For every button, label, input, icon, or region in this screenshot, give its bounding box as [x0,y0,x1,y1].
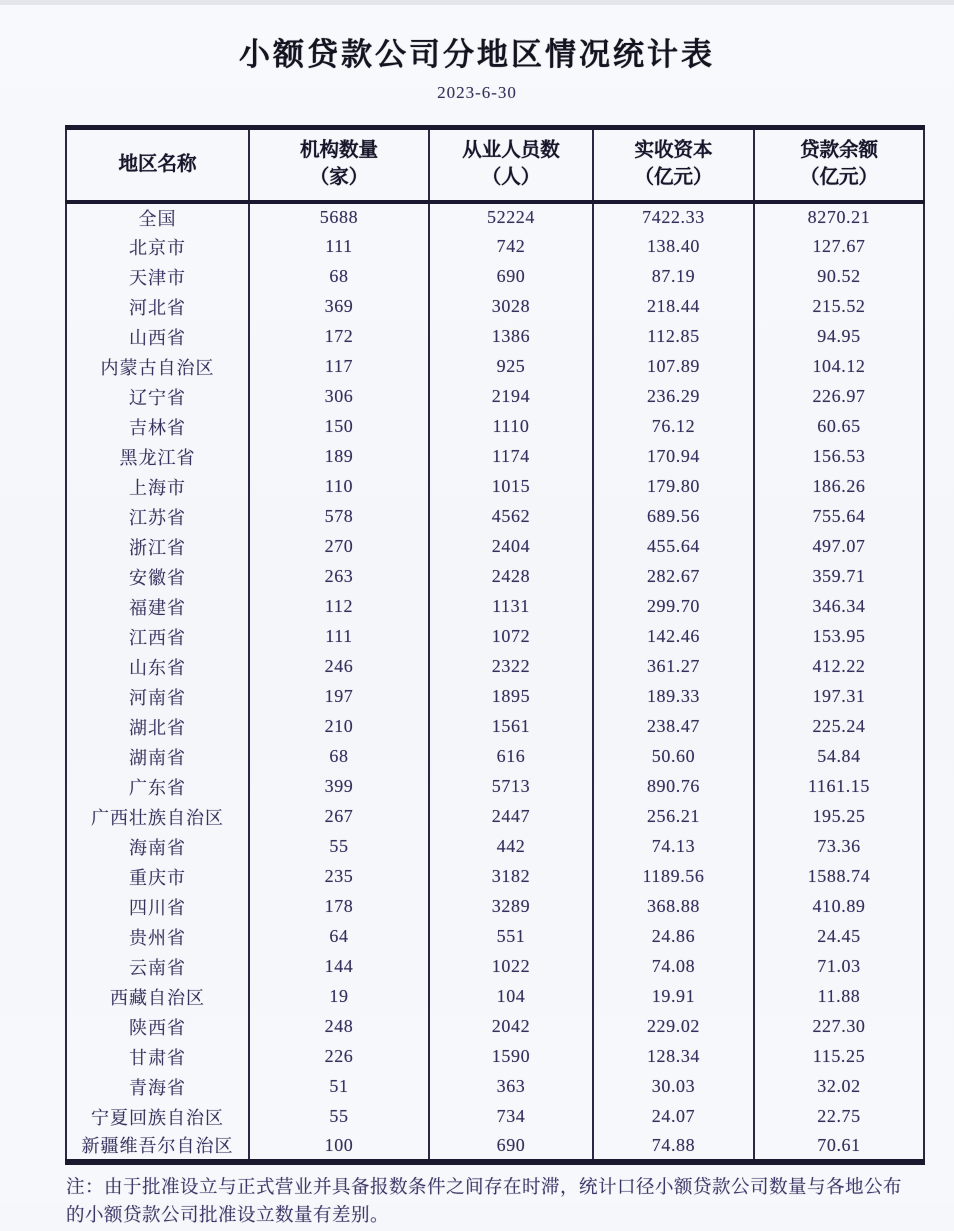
institutions-cell: 172 [249,322,429,352]
table-row [66,952,924,982]
employees-cell: 2042 [429,1012,593,1042]
column-header-region [66,128,249,202]
loans-cell: 215.52 [754,292,924,322]
region-cell: 湖北省 [129,717,186,738]
employees-cell: 1022 [429,952,593,982]
region-cell: 重庆市 [129,867,186,888]
loans-cell: 90.52 [754,262,924,292]
region-cell: 云南省 [129,957,186,978]
header-unit: （人） [481,166,541,189]
loans-cell: 195.25 [754,802,924,832]
table-body [66,202,924,1162]
loans-cell: 156.53 [754,442,924,472]
table-row [66,442,924,472]
employees-cell: 1386 [429,322,593,352]
capital-cell: 30.03 [593,1072,754,1102]
region-cell: 广西壮族自治区 [91,807,224,828]
region-cell: 黑龙江省 [119,447,196,468]
capital-cell: 890.76 [593,772,754,802]
table-row [66,1102,924,1132]
loans-cell: 71.03 [754,952,924,982]
region-cell: 福建省 [129,597,186,618]
region-cell: 宁夏回族自治区 [91,1107,224,1128]
institutions-cell: 399 [249,772,429,802]
capital-cell: 256.21 [593,802,754,832]
header-unit: （家） [309,166,369,189]
region-cell: 四川省 [129,897,186,918]
loans-cell: 94.95 [754,322,924,352]
institutions-cell: 189 [249,442,429,472]
employees-cell: 2404 [429,532,593,562]
region-cell: 天津市 [129,267,186,288]
institutions-cell: 306 [249,382,429,412]
employees-cell: 52224 [429,202,593,232]
capital-cell: 238.47 [593,712,754,742]
capital-cell: 112.85 [593,322,754,352]
employees-cell: 734 [429,1102,593,1132]
region-cell: 辽宁省 [129,387,186,408]
employees-cell: 1110 [429,412,593,442]
region-cell: 陕西省 [129,1017,186,1038]
loans-cell: 497.07 [754,532,924,562]
institutions-cell: 144 [249,952,429,982]
institutions-cell: 246 [249,652,429,682]
employees-cell: 1072 [429,622,593,652]
employees-cell: 5713 [429,772,593,802]
employees-cell: 104 [429,982,593,1012]
employees-cell: 1561 [429,712,593,742]
employees-cell: 690 [429,262,593,292]
capital-cell: 455.64 [593,532,754,562]
table-row [66,592,924,622]
region-cell: 山西省 [129,327,186,348]
institutions-cell: 210 [249,712,429,742]
capital-cell: 1189.56 [593,862,754,892]
report-date: 2023-6-30 [437,83,517,102]
institutions-cell: 150 [249,412,429,442]
employees-cell: 616 [429,742,593,772]
stats-table [65,125,925,1165]
region-cell: 浙江省 [129,537,186,558]
institutions-cell: 5688 [249,202,429,232]
institutions-cell: 55 [249,832,429,862]
column-header-employees [429,128,593,202]
table-row [66,352,924,382]
loans-cell: 359.71 [754,562,924,592]
region-cell: 安徽省 [129,567,186,588]
table-row [66,1042,924,1072]
capital-cell: 236.29 [593,382,754,412]
institutions-cell: 112 [249,592,429,622]
institutions-cell: 51 [249,1072,429,1102]
region-cell: 新疆维吾尔自治区 [81,1136,234,1157]
capital-cell: 74.08 [593,952,754,982]
region-cell: 甘肃省 [129,1047,186,1068]
table-row [66,322,924,352]
capital-cell: 128.34 [593,1042,754,1072]
table-row [66,412,924,442]
employees-cell: 1015 [429,472,593,502]
table-row [66,772,924,802]
capital-cell: 282.67 [593,562,754,592]
capital-cell: 24.86 [593,922,754,952]
employees-cell: 363 [429,1072,593,1102]
institutions-cell: 263 [249,562,429,592]
loans-cell: 104.12 [754,352,924,382]
loans-cell: 127.67 [754,232,924,262]
region-cell: 河北省 [129,297,186,318]
table-row [66,862,924,892]
table-row [66,892,924,922]
region-cell: 湖南省 [129,747,186,768]
region-cell: 江西省 [129,627,186,648]
capital-cell: 76.12 [593,412,754,442]
region-cell: 海南省 [129,837,186,858]
table-row [66,382,924,412]
column-header-loan-balance [754,128,924,202]
institutions-cell: 68 [249,262,429,292]
capital-cell: 19.91 [593,982,754,1012]
capital-cell: 24.07 [593,1102,754,1132]
region-cell: 北京市 [129,237,186,258]
table-row [66,622,924,652]
capital-cell: 74.13 [593,832,754,862]
loans-cell: 32.02 [754,1072,924,1102]
region-cell: 贵州省 [129,927,186,948]
table-row [66,682,924,712]
institutions-cell: 117 [249,352,429,382]
institutions-cell: 100 [249,1132,429,1162]
employees-cell: 1131 [429,592,593,622]
loans-cell: 227.30 [754,1012,924,1042]
capital-cell: 74.88 [593,1132,754,1162]
loans-cell: 22.75 [754,1102,924,1132]
header-label: 贷款余额 [799,139,878,161]
region-cell: 吉林省 [129,417,186,438]
institutions-cell: 111 [249,232,429,262]
capital-cell: 138.40 [593,232,754,262]
institutions-cell: 197 [249,682,429,712]
table-row [66,202,924,232]
employees-cell: 1174 [429,442,593,472]
employees-cell: 442 [429,832,593,862]
employees-cell: 2447 [429,802,593,832]
footnote: 注：由于批准设立与正式营业并具备报数条件之间存在时滞，统计口径小额贷款公司数量与各地公布的小额贷款公司批准设立数量有差别。 [66,1177,903,1227]
employees-cell: 1895 [429,682,593,712]
institutions-cell: 226 [249,1042,429,1072]
table-header [66,128,924,202]
loans-cell: 1588.74 [754,862,924,892]
capital-cell: 368.88 [593,892,754,922]
loans-cell: 346.34 [754,592,924,622]
institutions-cell: 178 [249,892,429,922]
table-row [66,652,924,682]
loans-cell: 115.25 [754,1042,924,1072]
employees-cell: 925 [429,352,593,382]
region-cell: 江苏省 [129,507,186,528]
employees-cell: 690 [429,1132,593,1162]
table-row [66,1072,924,1102]
institutions-cell: 19 [249,982,429,1012]
capital-cell: 107.89 [593,352,754,382]
institutions-cell: 68 [249,742,429,772]
table-row [66,832,924,862]
employees-cell: 1590 [429,1042,593,1072]
table-row [66,982,924,1012]
region-cell: 西藏自治区 [110,987,205,1008]
table-row [66,532,924,562]
region-cell: 广东省 [129,777,186,798]
capital-cell: 299.70 [593,592,754,622]
capital-cell: 689.56 [593,502,754,532]
institutions-cell: 110 [249,472,429,502]
loans-cell: 153.95 [754,622,924,652]
employees-cell: 4562 [429,502,593,532]
employees-cell: 551 [429,922,593,952]
institutions-cell: 369 [249,292,429,322]
table-row [66,502,924,532]
loans-cell: 197.31 [754,682,924,712]
institutions-cell: 55 [249,1102,429,1132]
loans-cell: 24.45 [754,922,924,952]
capital-cell: 179.80 [593,472,754,502]
loans-cell: 11.88 [754,982,924,1012]
table-row [66,712,924,742]
employees-cell: 3182 [429,862,593,892]
table-row [66,472,924,502]
loans-cell: 412.22 [754,652,924,682]
capital-cell: 229.02 [593,1012,754,1042]
capital-cell: 218.44 [593,292,754,322]
loans-cell: 60.65 [754,412,924,442]
employees-cell: 3289 [429,892,593,922]
employees-cell: 2322 [429,652,593,682]
capital-cell: 361.27 [593,652,754,682]
region-cell: 内蒙古自治区 [100,357,215,378]
region-cell: 山东省 [129,657,186,678]
header-unit: （亿元） [799,166,878,189]
column-header-institutions [249,128,429,202]
loans-cell: 410.89 [754,892,924,922]
institutions-cell: 248 [249,1012,429,1042]
employees-cell: 742 [429,232,593,262]
column-header-paid-in-capital [593,128,754,202]
capital-cell: 142.46 [593,622,754,652]
institutions-cell: 270 [249,532,429,562]
capital-cell: 87.19 [593,262,754,292]
loans-cell: 1161.15 [754,772,924,802]
capital-cell: 170.94 [593,442,754,472]
loans-cell: 225.24 [754,712,924,742]
employees-cell: 3028 [429,292,593,322]
header-row [66,128,924,202]
institutions-cell: 64 [249,922,429,952]
header-label: 从业人员数 [462,139,560,161]
capital-cell: 50.60 [593,742,754,772]
employees-cell: 2194 [429,382,593,412]
table-row [66,1132,924,1162]
table-row [66,262,924,292]
institutions-cell: 235 [249,862,429,892]
loans-cell: 186.26 [754,472,924,502]
region-cell: 河南省 [129,687,186,708]
institutions-cell: 111 [249,622,429,652]
region-cell: 全国 [138,208,177,229]
loans-cell: 70.61 [754,1132,924,1162]
capital-cell: 7422.33 [593,202,754,232]
page-title: 小额贷款公司分地区情况统计表 [239,37,715,72]
table-row [66,292,924,322]
loans-cell: 54.84 [754,742,924,772]
region-cell: 青海省 [129,1077,186,1098]
table-row [66,802,924,832]
stats-table-wrapper [65,125,923,1165]
institutions-cell: 578 [249,502,429,532]
region-cell: 上海市 [129,477,186,498]
loans-cell: 73.36 [754,832,924,862]
table-row [66,1012,924,1042]
loans-cell: 8270.21 [754,202,924,232]
header-label: 实收资本 [634,139,713,161]
table-row [66,562,924,592]
header-label: 机构数量 [299,139,378,161]
capital-cell: 189.33 [593,682,754,712]
header-unit: （亿元） [634,166,713,189]
header-label: 地区名称 [118,152,197,175]
table-row [66,742,924,772]
table-row [66,922,924,952]
loans-cell: 755.64 [754,502,924,532]
scanned-document-page [0,5,954,1227]
loans-cell: 226.97 [754,382,924,412]
institutions-cell: 267 [249,802,429,832]
employees-cell: 2428 [429,562,593,592]
table-row [66,232,924,262]
